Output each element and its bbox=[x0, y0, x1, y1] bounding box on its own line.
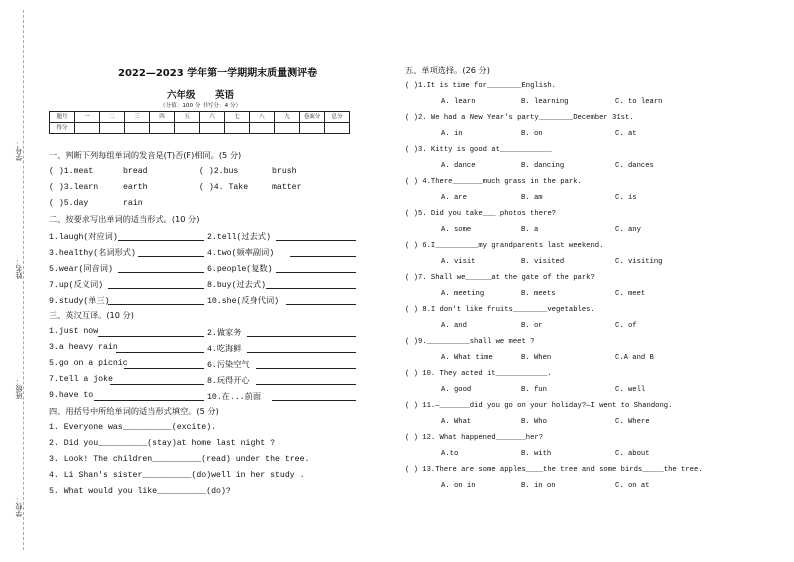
choice-option[interactable]: A. are bbox=[441, 194, 467, 202]
student-id-label: 学号： bbox=[15, 140, 23, 161]
part3-prompt: 1.just now bbox=[49, 327, 99, 336]
score-cell: 得分 bbox=[50, 123, 75, 134]
choice-question: ( ) 8.I don't like fruits________vegetables. bbox=[405, 306, 595, 314]
score-input[interactable] bbox=[325, 123, 350, 134]
choice-option[interactable]: C. of bbox=[615, 322, 637, 330]
score-cell: 二 bbox=[100, 112, 125, 123]
part1-item-word: earth bbox=[123, 183, 148, 192]
score-table bbox=[49, 111, 350, 134]
part3-prompt: 6.污染空气 bbox=[207, 361, 250, 370]
score-cell: 三 bbox=[125, 112, 150, 123]
part1-item-word: bread bbox=[123, 167, 148, 176]
score-value-row bbox=[50, 123, 350, 134]
name-label: 姓名： bbox=[15, 258, 23, 279]
part1-item-num: ( )5.day bbox=[49, 199, 89, 208]
choice-option[interactable]: B. fun bbox=[521, 386, 547, 394]
score-cell: 卷面分 bbox=[300, 112, 325, 123]
part3-prompt: 2.做家务 bbox=[207, 329, 242, 338]
choice-question: ( )3. Kitty is good at____________ bbox=[405, 146, 552, 154]
part4-question: 5. What would you like__________(do)? bbox=[49, 487, 231, 496]
part2-prompt: 7.up(反义词) bbox=[49, 281, 104, 290]
choice-option[interactable]: A. on in bbox=[441, 482, 476, 490]
part1-item-num: ( )1.meat bbox=[49, 167, 94, 176]
class-label: 班级： bbox=[15, 378, 23, 399]
answer-line[interactable] bbox=[98, 336, 204, 337]
score-input[interactable] bbox=[175, 123, 200, 134]
score-input[interactable] bbox=[200, 123, 225, 134]
choice-question: ( ) 13.There are some apples____the tree and some birds_____the tree. bbox=[405, 466, 703, 474]
score-cell: 九 bbox=[275, 112, 300, 123]
choice-option[interactable]: C. dances bbox=[615, 162, 654, 170]
choice-option[interactable]: C. Where bbox=[615, 418, 650, 426]
answer-line[interactable] bbox=[138, 256, 204, 257]
score-input[interactable] bbox=[300, 123, 325, 134]
choice-option[interactable]: B. with bbox=[521, 450, 552, 458]
choice-option[interactable]: B. dancing bbox=[521, 162, 565, 170]
part1-item-num: ( )4. Take bbox=[199, 183, 249, 192]
answer-line[interactable] bbox=[118, 240, 204, 241]
part4-question: 1. Everyone was__________(excite). bbox=[49, 423, 217, 432]
choice-option[interactable]: C. on at bbox=[615, 482, 650, 490]
part2-prompt: 2.tell(过去式) bbox=[207, 233, 271, 242]
choice-question: ( )2. We had a New Year's party________December 31st. bbox=[405, 114, 634, 122]
part2-heading: 二、按要求写出单词的适当形式。(10 分) bbox=[49, 214, 200, 224]
choice-option[interactable]: C. is bbox=[615, 194, 637, 202]
score-input[interactable] bbox=[75, 123, 100, 134]
choice-option[interactable]: C. to learn bbox=[615, 98, 663, 106]
choice-option[interactable]: B. visited bbox=[521, 258, 565, 266]
part3-prompt: 10.在...前面 bbox=[207, 393, 262, 402]
score-input[interactable] bbox=[100, 123, 125, 134]
answer-line[interactable] bbox=[110, 384, 204, 385]
score-cell: 六 bbox=[200, 112, 225, 123]
part1-item-num: ( )2.bus bbox=[199, 167, 239, 176]
part1-item-word: rain bbox=[123, 199, 143, 208]
choice-option[interactable]: A. learn bbox=[441, 98, 476, 106]
choice-option[interactable]: B. in on bbox=[521, 482, 556, 490]
part2-prompt: 10.she(反身代词) bbox=[207, 297, 280, 306]
choice-option[interactable]: B. on bbox=[521, 130, 543, 138]
part4-heading: 四、用括号中所给单词的适当形式填空。(5 分) bbox=[49, 406, 219, 416]
score-input[interactable] bbox=[225, 123, 250, 134]
choice-option[interactable]: C.A and B bbox=[615, 354, 654, 362]
answer-line[interactable] bbox=[94, 400, 204, 401]
answer-line[interactable] bbox=[247, 336, 356, 337]
choice-question: ( ) 11.—_______did you go on your holiday?—I went to Shandong. bbox=[405, 402, 673, 410]
part3-prompt: 7.tell a joke bbox=[49, 375, 113, 384]
answer-line[interactable] bbox=[286, 304, 356, 305]
answer-line[interactable] bbox=[108, 288, 204, 289]
answer-line[interactable] bbox=[256, 368, 356, 369]
choice-option[interactable]: B. meets bbox=[521, 290, 556, 298]
score-meta: （分值：100 分 书写分：4 分） bbox=[160, 103, 242, 109]
choice-option[interactable]: C. any bbox=[615, 226, 641, 234]
choice-question: ( )1.It is time for________English. bbox=[405, 82, 556, 90]
choice-option[interactable]: B. or bbox=[521, 322, 543, 330]
part2-prompt: 4.two(频率副词) bbox=[207, 249, 275, 258]
part3-prompt: 4.吃海鲜 bbox=[207, 345, 242, 354]
score-cell: 一 bbox=[75, 112, 100, 123]
choice-option[interactable]: B. am bbox=[521, 194, 543, 202]
exam-title: 2022—2023 学年第一学期期末质量测评卷 bbox=[118, 68, 318, 79]
score-header-row bbox=[50, 112, 350, 123]
part2-prompt: 1.laugh(对应词) bbox=[49, 233, 118, 242]
choice-option[interactable]: A. What bbox=[441, 418, 472, 426]
choice-question: ( )5. Did you take___ photos there? bbox=[405, 210, 556, 218]
answer-line[interactable] bbox=[256, 384, 356, 385]
choice-question: ( )7. Shall we______at the gate of the park? bbox=[405, 274, 595, 282]
part3-heading: 三、英汉互译。(10 分) bbox=[49, 310, 134, 320]
score-cell: 四 bbox=[150, 112, 175, 123]
subject-label: 英语 bbox=[215, 90, 235, 101]
choice-option[interactable]: B. learning bbox=[521, 98, 569, 106]
binding-line bbox=[23, 10, 24, 550]
answer-line[interactable] bbox=[116, 352, 204, 353]
choice-option[interactable]: C. at bbox=[615, 130, 637, 138]
choice-option[interactable]: A. dance bbox=[441, 162, 476, 170]
choice-option[interactable]: A.to bbox=[441, 450, 459, 458]
choice-question: ( )9.__________shall we meet ? bbox=[405, 338, 535, 346]
choice-option[interactable]: C. about bbox=[615, 450, 650, 458]
score-input[interactable] bbox=[125, 123, 150, 134]
part4-question: 4. Li Shan's sister__________(do)well in her study . bbox=[49, 471, 305, 480]
part4-question: 3. Look! The children__________(read) under the tree. bbox=[49, 455, 310, 464]
part3-prompt: 3.a heavy rain bbox=[49, 343, 118, 352]
grade-label: 六年级 bbox=[167, 90, 196, 101]
part2-prompt: 6.people(复数) bbox=[207, 265, 273, 274]
choice-option[interactable]: A. What time bbox=[441, 354, 493, 362]
part2-prompt: 5.wear(同音词) bbox=[49, 265, 113, 274]
choice-option[interactable]: A. in bbox=[441, 130, 463, 138]
part1-heading: 一、判断下列每组单词的发音是(T)否(F)相同。(5 分) bbox=[49, 150, 242, 160]
score-cell: 八 bbox=[250, 112, 275, 123]
answer-line[interactable] bbox=[108, 304, 204, 305]
answer-line[interactable] bbox=[124, 368, 204, 369]
choice-option[interactable]: A. some bbox=[441, 226, 472, 234]
answer-line[interactable] bbox=[266, 288, 356, 289]
part4-question: 2. Did you__________(stay)at home last night ? bbox=[49, 439, 276, 448]
score-input[interactable] bbox=[250, 123, 275, 134]
answer-line[interactable] bbox=[118, 272, 204, 273]
part2-prompt: 3.healthy(名词形式) bbox=[49, 249, 136, 258]
part3-prompt: 9.have to bbox=[49, 391, 94, 400]
choice-question: ( ) 10. They acted it____________. bbox=[405, 370, 552, 378]
score-cell: 五 bbox=[175, 112, 200, 123]
choice-question: ( ) 12. What happened_______her? bbox=[405, 434, 544, 442]
part3-prompt: 8.玩得开心 bbox=[207, 377, 250, 386]
part1-item-word: matter bbox=[272, 183, 302, 192]
choice-option[interactable]: C. well bbox=[615, 386, 646, 394]
choice-option[interactable]: B. When bbox=[521, 354, 552, 362]
choice-option[interactable]: A. meeting bbox=[441, 290, 485, 298]
score-input[interactable] bbox=[150, 123, 175, 134]
choice-option[interactable]: B. Who bbox=[521, 418, 547, 426]
part3-prompt: 5.go on a picnic bbox=[49, 359, 128, 368]
score-cell: 七 bbox=[225, 112, 250, 123]
choice-option[interactable]: C. visiting bbox=[615, 258, 663, 266]
choice-option[interactable]: A. visit bbox=[441, 258, 476, 266]
choice-option[interactable]: A. and bbox=[441, 322, 467, 330]
choice-question: ( ) 6.I__________my grandparents last weekend. bbox=[405, 242, 604, 250]
school-label: 学校： bbox=[15, 496, 23, 517]
choice-option[interactable]: C. meet bbox=[615, 290, 646, 298]
choice-question: ( ) 4.There_______much grass in the park. bbox=[405, 178, 582, 186]
choice-option[interactable]: B. a bbox=[521, 226, 539, 234]
part2-prompt: 9.study(单三) bbox=[49, 297, 110, 306]
answer-line[interactable] bbox=[276, 272, 356, 273]
score-input[interactable] bbox=[275, 123, 300, 134]
answer-line[interactable] bbox=[272, 400, 356, 401]
answer-line[interactable] bbox=[290, 256, 356, 257]
score-cell: 题号 bbox=[50, 112, 75, 123]
part1-item-num: ( )3.learn bbox=[49, 183, 99, 192]
score-cell: 总分 bbox=[325, 112, 350, 123]
answer-line[interactable] bbox=[276, 240, 356, 241]
answer-line[interactable] bbox=[247, 352, 356, 353]
choice-option[interactable]: A. good bbox=[441, 386, 472, 394]
part1-item-word: brush bbox=[272, 167, 297, 176]
part5-heading: 五、单项选择。(26 分) bbox=[405, 65, 490, 75]
part2-prompt: 8.buy(过去式) bbox=[207, 281, 266, 290]
